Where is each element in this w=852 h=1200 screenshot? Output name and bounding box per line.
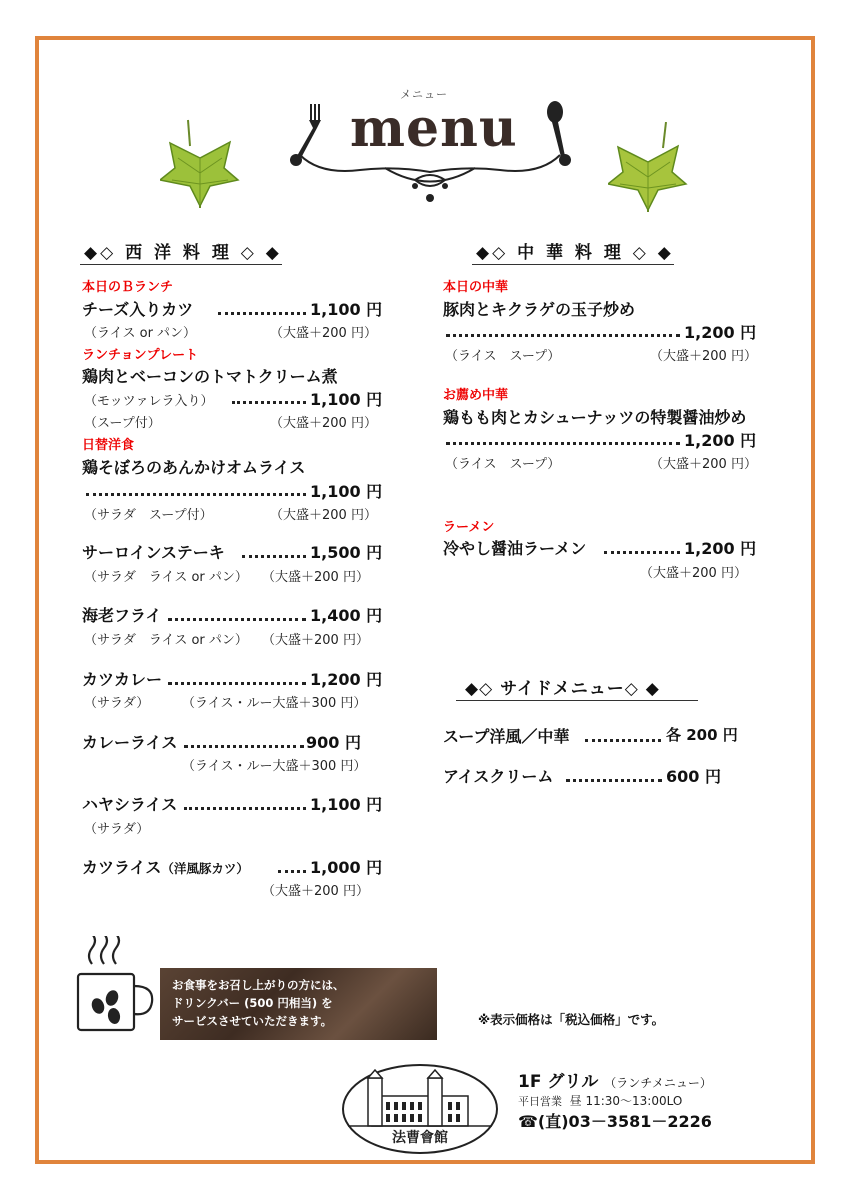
leader-dots (566, 779, 662, 782)
extra-ebi-fry: （大盛＋200 円） (262, 633, 369, 648)
price-ramen: 1,200 円 (684, 539, 757, 558)
price-ice-cream: 600 円 (666, 767, 721, 786)
leader-dots (278, 870, 306, 873)
note-plate-1: （モッツァレラ入り） (84, 394, 214, 409)
price-hayashi-rice: 1,100 円 (310, 795, 383, 814)
category-today-chinese: 本日の中華 (443, 280, 509, 295)
item-ebi-fry: 海老フライ (82, 606, 162, 625)
coffee-cup-icon (72, 936, 160, 1046)
category-recommended: お薦め中華 (443, 388, 509, 403)
extra-plate: （大盛＋200 円） (270, 416, 377, 431)
phone-number: ☎(直)03－3581－2226 (518, 1112, 712, 1131)
leader-dots (446, 334, 680, 337)
ornament-icon (265, 100, 595, 205)
item-ice-cream: アイスクリーム (443, 767, 554, 786)
extra-curry-rice: （ライス・ルー大盛＋300 円） (182, 759, 367, 774)
note-plate-2: （スープ付） (84, 416, 161, 431)
shop-sub: （ランチメニュー） (604, 1076, 712, 1090)
logo-text: 法曹會館 (392, 1130, 448, 1146)
hours: 昼 11:30～13:00LO (569, 1094, 683, 1108)
item-ramen: 冷やし醤油ラーメン (443, 539, 587, 558)
note-katsu-curry: （サラダ） (84, 696, 150, 711)
hosokaikan-logo (340, 1062, 500, 1156)
leader-dots (232, 401, 306, 404)
menu-title: menu (350, 98, 518, 159)
leader-dots (604, 551, 680, 554)
note-cheese-katsu: （ライス or パン） (84, 326, 197, 341)
item-daily: 鶏そぼろのあんかけオムライス (82, 458, 306, 477)
katsu-rice-name: カツライス (82, 858, 162, 877)
drink-bar-notice (160, 968, 437, 1040)
category-daily: 日替洋食 (82, 438, 135, 453)
price-curry-rice: 900 円 (306, 733, 361, 752)
price-soup: 各 200 円 (666, 726, 738, 744)
side-rule (456, 700, 698, 701)
leader-dots (184, 745, 304, 748)
extra-katsu-rice: （大盛＋200 円） (262, 884, 369, 899)
item-curry-rice: カレーライス (82, 733, 178, 752)
price-plate: 1,100 円 (310, 390, 383, 409)
leader-dots (242, 555, 306, 558)
note-ebi-fry: （サラダ ライス or パン） (84, 633, 248, 648)
extra-cheese-katsu: （大盛＋200 円） (270, 326, 377, 341)
price-katsu-curry: 1,200 円 (310, 670, 383, 689)
shop-name-line (518, 1067, 712, 1092)
extra-sirloin: （大盛＋200 円） (262, 570, 369, 585)
western-rule (80, 264, 282, 265)
leader-dots (184, 807, 306, 810)
extra-today-chinese: （大盛＋200 円） (650, 349, 757, 364)
extra-ramen: （大盛＋200 円） (640, 566, 747, 581)
leaf-left-icon (160, 118, 240, 213)
tax-note: ※表示価格は「税込価格」です。 (478, 1012, 665, 1027)
hours-line (518, 1092, 682, 1109)
leader-dots (168, 682, 306, 685)
price-cheese-katsu: 1,100 円 (310, 300, 383, 319)
western-heading: ◆◇ 西 洋 料 理 ◇ ◆ (84, 243, 282, 263)
note-hayashi-rice: （サラダ） (84, 822, 150, 837)
extra-katsu-curry: （ライス・ルー大盛＋300 円） (182, 696, 367, 711)
item-hayashi-rice: ハヤシライス (82, 795, 178, 814)
category-b-lunch: 本日のＢランチ (82, 280, 174, 295)
hours-label: 平日営業 (518, 1095, 562, 1108)
leader-dots (86, 493, 306, 496)
price-sirloin: 1,500 円 (310, 543, 383, 562)
item-today-chinese: 豚肉とキクラゲの玉子炒め (443, 300, 636, 319)
menu-subtitle: メニュー (400, 88, 448, 101)
leader-dots (585, 739, 661, 742)
leader-dots (218, 312, 306, 315)
price-ebi-fry: 1,400 円 (310, 606, 383, 625)
note-sirloin: （サラダ ライス or パン） (84, 570, 248, 585)
leader-dots (446, 442, 680, 445)
leaf-right-icon (608, 122, 688, 217)
chinese-heading: ◆◇ 中 華 料 理 ◇ ◆ (476, 243, 674, 263)
price-recommended: 1,200 円 (684, 431, 757, 450)
leader-dots (168, 618, 306, 621)
side-heading: ◆◇ サイドメニュー◇ ◆ (465, 679, 660, 699)
drink-line-1: お食事をお召し上がりの方には、 (172, 978, 345, 992)
price-today-chinese: 1,200 円 (684, 323, 757, 342)
note-daily: （サラダ スープ付） (84, 508, 213, 523)
extra-recommended: （大盛＋200 円） (650, 457, 757, 472)
price-katsu-rice: 1,000 円 (310, 858, 383, 877)
item-recommended: 鶏もも肉とカシューナッツの特製醤油炒め (443, 408, 747, 427)
drink-line-2: ドリンクバー (500 円相当) を (172, 996, 333, 1010)
price-daily: 1,100 円 (310, 482, 383, 501)
category-ramen: ラーメン (443, 520, 495, 535)
katsu-rice-sub: （洋風豚カツ） (161, 861, 249, 876)
item-sirloin: サーロインステーキ (82, 543, 225, 562)
item-cheese-katsu: チーズ入りカツ (82, 300, 194, 319)
drink-line-3: サービスさせていただきます。 (172, 1014, 333, 1028)
note-today-chinese: （ライス スープ） (445, 349, 561, 364)
item-soup: スープ洋風／中華 (443, 727, 570, 746)
item-plate: 鶏肉とベーコンのトマトクリーム煮 (82, 367, 338, 386)
note-recommended: （ライス スープ） (445, 457, 561, 472)
extra-daily: （大盛＋200 円） (270, 508, 377, 523)
item-katsu-rice (82, 855, 249, 878)
chinese-rule (472, 264, 674, 265)
category-plate: ランチョンプレート (82, 348, 199, 363)
item-katsu-curry: カツカレー (82, 670, 163, 689)
shop-name: 1F グリル (518, 1072, 599, 1092)
